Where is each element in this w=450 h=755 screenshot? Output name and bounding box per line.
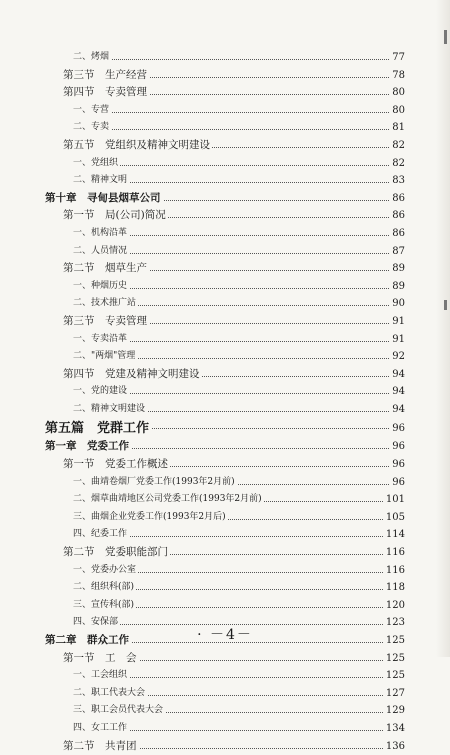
toc-entry — [45, 260, 405, 278]
toc-entry-title: 一、机构沿革 — [45, 225, 129, 243]
toc-entry-title: 四、纪委工作 — [45, 526, 129, 544]
toc-entry-page: 123 — [384, 614, 405, 632]
toc-entry-title: 第四节 党建及精神文明建设 — [45, 366, 202, 384]
toc-entry — [45, 579, 405, 597]
toc-entry — [45, 366, 405, 384]
toc-entry-title: 一、曲靖卷烟厂党委工作(1993年2月前) — [45, 474, 237, 492]
toc-entry-title: 三、宣传科(部) — [45, 597, 136, 615]
toc-entry-page: 82 — [390, 155, 405, 173]
toc-entry-title: 第四节 专卖管理 — [45, 84, 149, 102]
toc-entry-title: 第二章 群众工作 — [45, 632, 131, 650]
toc-entry-title: 第五节 党组织及精神文明建设 — [45, 137, 212, 155]
toc-entry-page: 94 — [390, 366, 405, 384]
toc-entry-title: 二、烤烟 — [45, 49, 111, 67]
toc-entry — [45, 383, 405, 401]
toc-entry-title: 一、种烟历史 — [45, 278, 129, 296]
toc-entry — [45, 278, 405, 296]
toc-entry — [45, 313, 405, 331]
toc-entry — [45, 243, 405, 261]
toc-entry-title: 一、专营 — [45, 102, 111, 120]
toc-entry-page: 114 — [384, 526, 405, 544]
page-number: · －4－ — [197, 627, 253, 643]
toc-entry — [45, 190, 405, 208]
toc-entry-title: 一、党的建设 — [45, 383, 129, 401]
toc-entry-title: 二、精神文明建设 — [45, 401, 147, 419]
binding-mark — [444, 30, 447, 44]
toc-entry-page: 86 — [390, 225, 405, 243]
toc-entry-title: 三、职工会员代表大会 — [45, 702, 165, 720]
toc-entry-page: 94 — [390, 383, 405, 401]
toc-entry — [45, 738, 405, 755]
toc-entry-page: 96 — [390, 420, 405, 438]
toc-entry-title: 第一节 党委工作概述 — [45, 456, 170, 474]
toc-entry-title: 二、精神文明 — [45, 172, 129, 190]
toc-entry-page: 127 — [384, 685, 405, 703]
page-edge — [436, 0, 450, 657]
toc-entry — [45, 526, 405, 544]
toc-entry-page: 86 — [390, 190, 405, 208]
toc-entry-page: 77 — [390, 49, 405, 67]
toc-entry — [45, 137, 405, 155]
toc-entry — [45, 509, 405, 527]
toc-entry-page: 81 — [390, 119, 405, 137]
toc-entry-title: 第一节 工 会 — [45, 650, 139, 668]
toc-entry — [45, 685, 405, 703]
toc-entry-page: 78 — [390, 67, 405, 85]
toc-entry — [45, 597, 405, 615]
toc-entry-page: 83 — [390, 172, 405, 190]
toc-entry-page: 80 — [390, 102, 405, 120]
toc-entry — [45, 102, 405, 120]
toc-entry-page: 89 — [390, 260, 405, 278]
toc-entry-page: 96 — [390, 438, 405, 456]
toc-entry-title: 二、职工代表大会 — [45, 685, 147, 703]
toc-entry-page: 101 — [384, 491, 405, 509]
toc-entry-page: 105 — [384, 509, 405, 527]
toc-entry-page: 118 — [384, 579, 405, 597]
toc-entry-page: 134 — [384, 720, 405, 738]
toc-entry-title: 第二节 党委职能部门 — [45, 544, 170, 562]
toc-entry-page: 129 — [384, 702, 405, 720]
toc-entry — [45, 84, 405, 102]
toc-entry-page: 125 — [384, 650, 405, 668]
toc-entry-title: 二、专卖 — [45, 119, 111, 137]
toc-entry — [45, 49, 405, 67]
toc-entry-page: 96 — [390, 456, 405, 474]
toc-entry — [45, 295, 405, 313]
toc-entry — [45, 474, 405, 492]
toc-entry-title: 四、安保部 — [45, 614, 120, 632]
toc-entry-title: 第三节 专卖管理 — [45, 313, 149, 331]
toc-entry-page: 87 — [390, 243, 405, 261]
toc-entry-page: 136 — [384, 738, 405, 755]
toc-entry — [45, 225, 405, 243]
toc-entry — [45, 348, 405, 366]
toc-entry-page: 116 — [384, 544, 405, 562]
toc-entry-title: 四、女工工作 — [45, 720, 129, 738]
toc-entry-page: 96 — [390, 474, 405, 492]
toc-entry-title: 一、党组织 — [45, 155, 120, 173]
toc-entry-title: 二、组织科(部) — [45, 579, 136, 597]
toc-entry-page: 91 — [390, 313, 405, 331]
toc-entry-page: 86 — [390, 207, 405, 225]
toc-entry — [45, 438, 405, 456]
toc-entry-page: 125 — [384, 632, 405, 650]
toc-entry-title: 二、烟草曲靖地区公司党委工作(1993年2月前) — [45, 491, 264, 509]
toc-entry — [45, 720, 405, 738]
toc-entry — [45, 401, 405, 419]
toc-entry-title: 第五篇 党群工作 — [45, 420, 150, 436]
toc-entry-page: 90 — [390, 295, 405, 313]
toc-entry — [45, 418, 405, 438]
toc-entry — [45, 331, 405, 349]
toc-entry — [45, 155, 405, 173]
binding-mark — [444, 300, 447, 310]
toc-entry-page: 120 — [384, 597, 405, 615]
toc-entry-title: 二、"两烟"管理 — [45, 348, 137, 366]
toc-entry-page: 82 — [390, 137, 405, 155]
toc-entry-page: 80 — [390, 84, 405, 102]
toc-entry-title: 一、专卖沿革 — [45, 331, 129, 349]
toc-entry — [45, 119, 405, 137]
toc-entry — [45, 67, 405, 85]
toc-entry — [45, 207, 405, 225]
toc-entry — [45, 172, 405, 190]
toc-entry — [45, 544, 405, 562]
toc-entry-page: 94 — [390, 401, 405, 419]
toc-entry-title: 第一节 局(公司)简况 — [45, 207, 168, 225]
toc-entry-title: 第三节 生产经营 — [45, 67, 149, 85]
toc-entry-title: 第一章 党委工作 — [45, 438, 131, 456]
toc-entry — [45, 456, 405, 474]
toc-entry — [45, 562, 405, 580]
toc-entry-title: 三、曲烟企业党委工作(1993年2月后) — [45, 509, 228, 527]
toc-entry — [45, 702, 405, 720]
toc-entry-page: 91 — [390, 331, 405, 349]
toc-entry-page: 116 — [384, 562, 405, 580]
toc-entry-page: 89 — [390, 278, 405, 296]
toc-entry — [45, 491, 405, 509]
toc-entry-page: 125 — [384, 667, 405, 685]
toc-entry-title: 第二节 共青团 — [45, 738, 139, 755]
table-of-contents — [45, 49, 405, 755]
toc-entry-title: 一、党委办公室 — [45, 562, 138, 580]
toc-entry-title: 第十章 寻甸县烟草公司 — [45, 190, 163, 208]
toc-entry-title: 第二节 烟草生产 — [45, 260, 149, 278]
toc-entry — [45, 667, 405, 685]
toc-entry-title: 二、人员情况 — [45, 243, 129, 261]
toc-entry-title: 二、技术推广站 — [45, 295, 138, 313]
toc-entry-page: 92 — [390, 348, 405, 366]
toc-entry — [45, 650, 405, 668]
toc-entry-title: 一、工会组织 — [45, 667, 129, 685]
